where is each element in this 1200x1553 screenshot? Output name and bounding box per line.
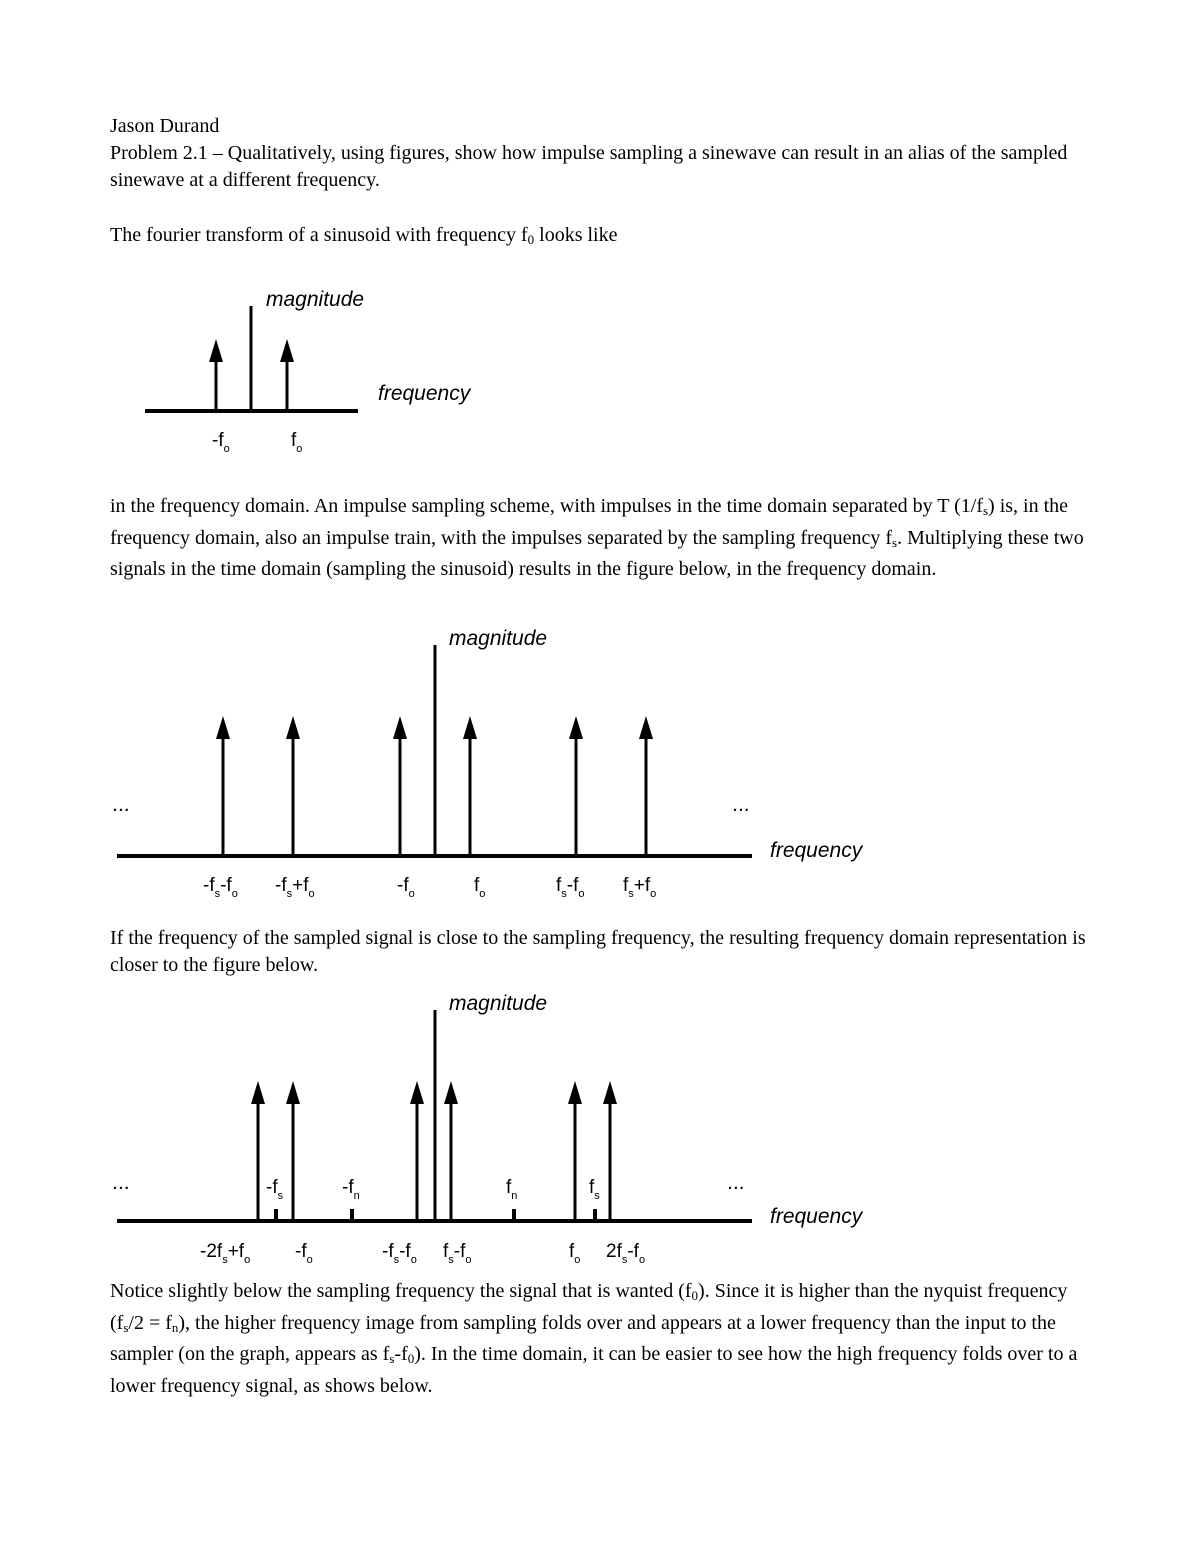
fig2-tick-fs-minus-fo: $f_s-f_o$ — [556, 875, 585, 900]
fig3-impulse-fs-minus-fo — [444, 1081, 458, 1221]
fig3-ellipsis-right: ... — [728, 1171, 746, 1194]
sampling-text-c: . Multiplying these two signals in the time domain (sampling the sinusoid) results in the figure below, in the frequency domain. — [110, 526, 1084, 580]
fig3-impulse-neg-fs-minus-fo — [410, 1081, 424, 1221]
notice-sub-1: 0 — [691, 1288, 699, 1303]
fig2-tick-neg-fs-plus-fo: $-f_s+f_o$ — [275, 875, 315, 900]
fig1-tick-neg-fo: $-f_o$ — [212, 430, 230, 455]
notice-text-f: ). In the time domain, it can be easier to see how the high frequency folds over to a lower frequency signal, as shows below. — [110, 1343, 1078, 1397]
fig3-impulse-2fs-minus-fo — [603, 1081, 617, 1221]
fig1-impulse-neg-fo — [209, 339, 223, 411]
fig2-impulse-fs-minus-fo — [569, 716, 583, 856]
fig2-impulse-fs-plus-fo — [639, 716, 653, 856]
sampling-text-b: ) is, in the frequency domain, also an impulse train, with the impulses separated by the sampling frequency f — [110, 495, 1069, 549]
fig3-mark-label-fn: $f_n$ — [506, 1177, 518, 1202]
fig3-mark-label-neg-fn: $-f_n$ — [342, 1177, 360, 1202]
fig3-mark-label-neg-fs: $-f_s$ — [266, 1177, 284, 1202]
sampling-text-a: in the frequency domain. An impulse sampling scheme, with impulses in the time domain separated by T (1/f — [110, 495, 983, 517]
notice-sub-5: 0 — [407, 1351, 415, 1366]
fig3-tick-neg-fo: $-f_o$ — [295, 1241, 313, 1266]
notice-sub-3: n — [171, 1319, 179, 1335]
fig1-impulse-fo — [280, 339, 294, 411]
fig3-impulse-neg-fo — [286, 1081, 300, 1221]
fig2-impulse-neg-fs-plus-fo — [286, 716, 300, 856]
fig3-impulse-neg-2fs-plus-fo — [251, 1081, 265, 1221]
fig3-magnitude-label: magnitude — [449, 992, 548, 1015]
fig3-mark-label-fs: $f_s$ — [589, 1177, 600, 1202]
notice-text-a: Notice slightly below the sampling frequency the signal that is wanted (f — [110, 1280, 692, 1302]
fig2-tick-neg-fs-minus-fo: $-f_s-f_o$ — [203, 875, 238, 900]
figure-2-sampled-spectrum — [113, 627, 864, 900]
fig2-impulse-neg-fs-minus-fo — [216, 716, 230, 856]
sampling-sub-1: s — [982, 503, 989, 518]
fig2-magnitude-label: magnitude — [449, 627, 548, 650]
fig3-ellipsis-left: ... — [113, 1171, 131, 1194]
intro-text: The fourier transform of a sinusoid with frequency f — [110, 224, 528, 246]
intro-text-end: looks like — [534, 224, 618, 246]
problem-statement: Problem 2.1 – Qualitatively, using figures, show how impulse sampling a sinewave can result in an alias of the sampled sinewave at a different frequency. — [110, 142, 1068, 191]
figure-3-aliased-spectrum — [113, 992, 864, 1266]
notice-sub-4: s — [389, 1351, 395, 1366]
notice-text-b: ). Since it is higher than the nyquist frequency (f — [110, 1280, 1068, 1334]
notice-sub-2: s — [123, 1319, 129, 1335]
fig1-tick-fo: $f_o$ — [291, 430, 303, 455]
fig1-magnitude-label: magnitude — [266, 288, 365, 311]
fig3-tick-neg-fs-minus-fo: $-f_s-f_o$ — [382, 1241, 417, 1266]
fig2-tick-fs-plus-fo: $f_s+f_o$ — [623, 875, 657, 900]
fig2-tick-fo: $f_o$ — [474, 875, 486, 900]
fig2-frequency-label: frequency — [770, 839, 863, 862]
fig3-frequency-label: frequency — [770, 1205, 863, 1228]
paragraph-close-frequency: If the frequency of the sampled signal is close to the sampling frequency, the resulting frequency domain representation is closer to the figure below. — [110, 927, 1086, 976]
fig2-impulse-neg-fo — [393, 716, 407, 856]
fig3-impulse-fo — [568, 1081, 582, 1221]
fig2-tick-neg-fo: $-f_o$ — [397, 875, 415, 900]
fig3-tick-2fs-minus-fo: $2f_s-f_o$ — [606, 1241, 646, 1266]
notice-text-d: ), the higher frequency image from sampling folds over and appears at a lower frequency than the input to the sampler (on the graph, appears as f — [110, 1311, 1056, 1365]
fig3-tick-fs-minus-fo: $f_s-f_o$ — [443, 1241, 472, 1266]
fig3-tick-neg-2fs-plus-fo: $-2f_s+f_o$ — [200, 1241, 251, 1266]
fig1-frequency-label: frequency — [378, 382, 471, 405]
fig2-impulse-fo — [463, 716, 477, 856]
fig2-ellipsis-right: ... — [733, 793, 751, 816]
fig3-tick-fo: $f_o$ — [569, 1241, 581, 1266]
figure-1-sinusoid-spectrum — [145, 288, 472, 455]
fig2-ellipsis-left: ... — [113, 793, 131, 816]
intro-subscript: 0 — [527, 232, 535, 247]
notice-text-c: /2 = f — [128, 1311, 172, 1334]
notice-text-e: -f — [394, 1343, 408, 1365]
sampling-sub-2: s — [892, 534, 898, 550]
author-name: Jason Durand — [110, 115, 220, 137]
